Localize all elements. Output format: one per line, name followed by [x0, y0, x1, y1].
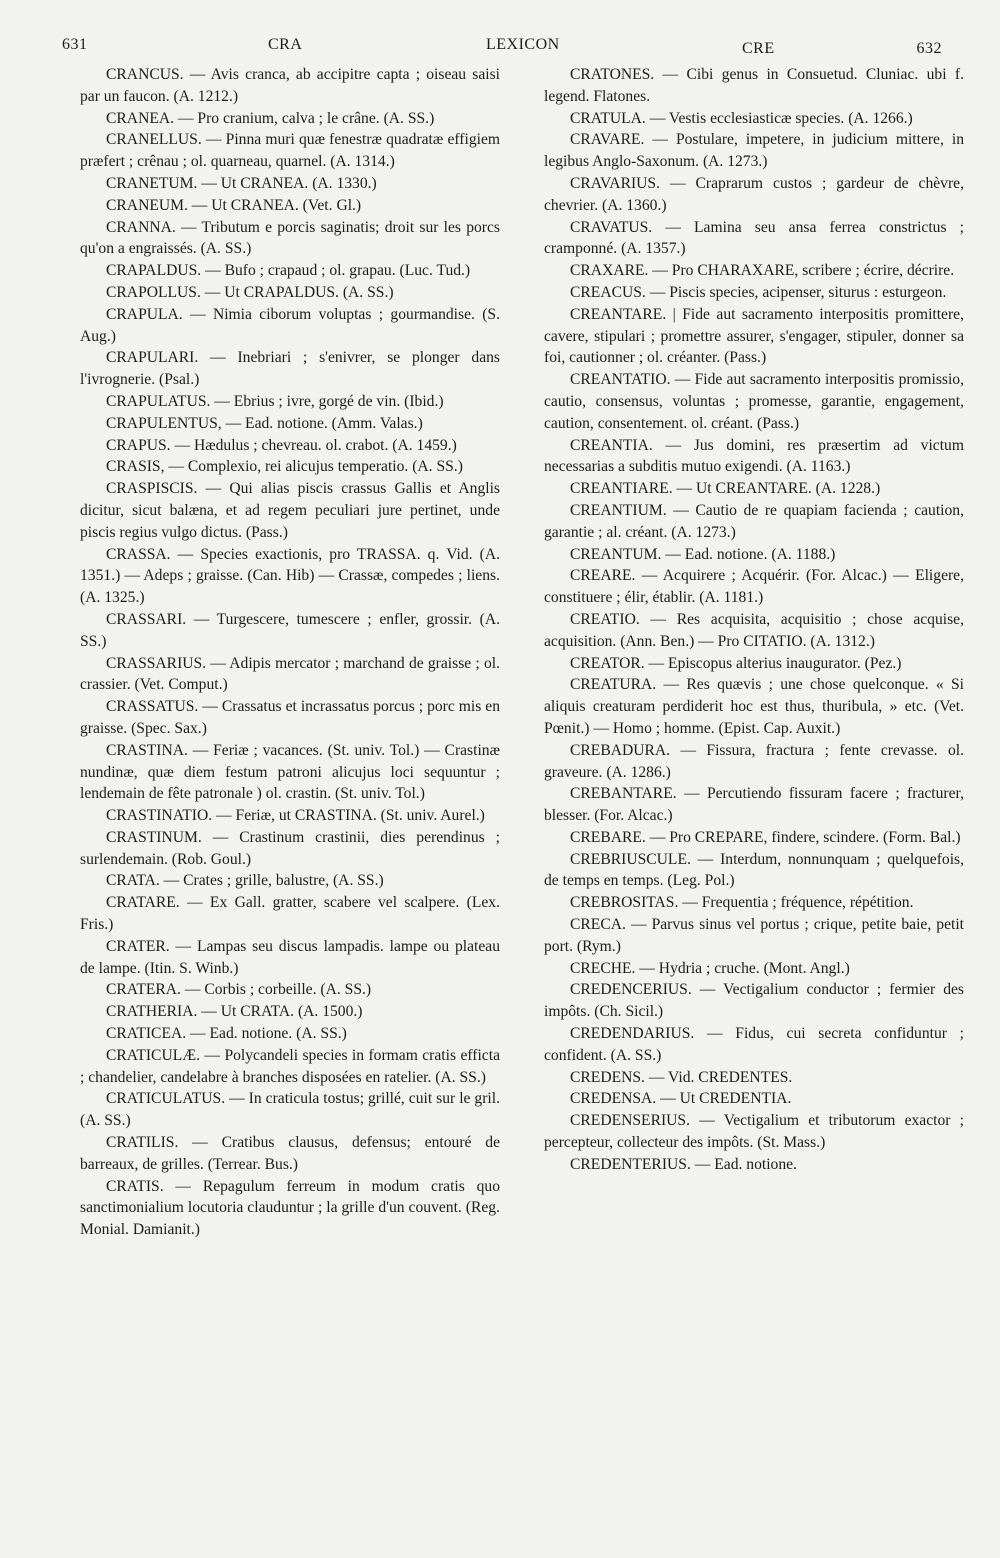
- dictionary-entry: CRAVARE. — Postulare, impetere, in judicium mittere, in legibus Anglo-Saxonum. (A. 1273.): [544, 131, 964, 171]
- dictionary-entry: CRANELLUS. — Pinna muri quæ fenestræ quadratæ effigiem præfert ; crênau ; ol. quarneau, quarnel. (A. 1314.): [80, 131, 500, 171]
- dictionary-entry: CRAXARE. — Pro CHARAXARE, scribere ; écrire, décrire.: [570, 262, 955, 280]
- dictionary-entry: CREDENS. — Vid. CREDENTES.: [570, 1068, 793, 1086]
- right-guide-word: CRE: [742, 40, 775, 57]
- dictionary-entry: CREARE. — Acquirere ; Acquérir. (For. Alcac.) — Eligere, constituere ; élir, établir. (A. 1181.): [544, 567, 964, 607]
- dictionary-entry: CRAPUS. — Hædulus ; chevreau. ol. crabot. (A. 1459.): [106, 436, 457, 454]
- dictionary-entry: CREBRIUSCULE. — Interdum, nonnunquam ; quelquefois, de temps en temps. (Leg. Pol.): [544, 850, 964, 890]
- dictionary-entry: CREATIO. — Res acquisita, acquisitio ; chose acquise, acquisition. (Ann. Ben.) — Pro CITATIO. (A. 1312.): [544, 610, 964, 650]
- dictionary-entry: CRAPULENTUS, — Ead. notione. (Amm. Valas.): [106, 414, 423, 432]
- dictionary-entry: CRASTINATIO. — Feriæ, ut CRASTINA. (St. univ. Aurel.): [106, 807, 485, 825]
- dictionary-entry: CREBARE. — Pro CREPARE, findere, scindere. (Form. Bal.): [570, 828, 961, 846]
- dictionary-entry: CREDENCERIUS. — Vectigalium conductor ; fermier des impôts. (Ch. Sicil.): [544, 981, 964, 1021]
- left-page-number: 631: [62, 36, 88, 53]
- dictionary-entry: CREATURA. — Res quævis ; une chose quelconque. « Si aliquis creaturam perdiderit hoc est thus, thuribula, » etc. (Vet. Pœnit.) — Homo ; homme. (Epist. Cap. Auxit.): [544, 676, 964, 737]
- dictionary-entry: CREANTIUM. — Cautio de re quapiam facienda ; caution, garantie ; al. créant. (A. 1273.): [544, 501, 964, 541]
- dictionary-entry: CREANTATIO. — Fide aut sacramento interpositis promissio, cautio, consensus, voluntas ; promesse, garantie, engagement, caution, consentement. ol. créant. (Pass.): [544, 371, 964, 432]
- dictionary-entry: CRATULA. — Vestis ecclesiasticæ species. (A. 1266.): [570, 109, 913, 127]
- right-page-number: 632: [916, 40, 942, 57]
- dictionary-entry: CRANNA. — Tributum e porcis saginatis; droit sur les porcs qu'on a engraissés. (A. SS.): [80, 218, 500, 258]
- dictionary-entry: CRANETUM. — Ut CRANEA. (A. 1330.): [106, 174, 377, 192]
- dictionary-entry: CRATERA. — Corbis ; corbeille. (A. SS.): [106, 981, 372, 999]
- dictionary-entry: CRASTINA. — Feriæ ; vacances. (St. univ. Tol.) — Crastinæ nundinæ, quæ diem festum patroni alicujus loci sequuntur ; lendemain de fête patronale ) ol. crastin. (St. univ. Tol.): [80, 741, 500, 803]
- dictionary-entry: CREDENSERIUS. — Vectigalium et tributorum exactor ; percepteur, collecteur des impôts. (St. Mass.): [544, 1112, 964, 1152]
- dictionary-entry: CRATHERIA. — Ut CRATA. (A. 1500.): [106, 1003, 363, 1021]
- dictionary-entry: CRATICEA. — Ead. notione. (A. SS.): [106, 1025, 347, 1043]
- dictionary-entry: CREACUS. — Piscis species, acipenser, siturus : esturgeon.: [570, 283, 947, 301]
- dictionary-entry: CRAPOLLUS. — Ut CRAPALDUS. (A. SS.): [106, 283, 394, 301]
- dictionary-entry: CREBANTARE. — Percutiendo fissuram facere ; fracturer, blesser. (For. Alcac.): [544, 785, 964, 825]
- dictionary-entry: CRATER. — Lampas seu discus lampadis. lampe ou plateau de lampe. (Itin. S. Winb.): [80, 937, 500, 977]
- dictionary-entry: CRAPULA. — Nimia ciborum voluptas ; gourmandise. (S. Aug.): [80, 305, 500, 345]
- dictionary-entry: CRATIS. — Repagulum ferreum in modum cratis quo sanctimonialium locutoria clauduntur ; la grille d'un couvent. (Reg. Monial. Damianit.): [80, 1177, 500, 1239]
- page-header: [58, 30, 942, 60]
- dictionary-entry: CRECA. — Parvus sinus vel portus ; crique, petite baie, petit port. (Rym.): [544, 916, 964, 955]
- dictionary-entry: CRASPISCIS. — Qui alias piscis crassus Gallis et Anglis dicitur, sicut balæna, et ad regem peculiari jure pertinet, unde piscis regius vulgo dictus. (Pass.): [80, 480, 500, 541]
- dictionary-entry: CREANTIARE. — Ut CREANTARE. (A. 1228.): [570, 480, 881, 498]
- left-guide-word: CRA: [268, 36, 303, 53]
- dictionary-entry: CRATICULATUS. — In craticula tostus; grillé, cuit sur le gril. (A. SS.): [80, 1090, 500, 1130]
- right-column: [544, 64, 964, 1176]
- dictionary-entry: CRASTINUM. — Crastinum crastinii, dies perendinus ; surlendemain. (Rob. Goul.): [80, 828, 500, 868]
- dictionary-entry: CREATOR. — Episcopus alterius inaugurator. (Pez.): [570, 654, 902, 672]
- dictionary-entry: CRAVATUS. — Lamina seu ansa ferrea constrictus ; cramponné. (A. 1357.): [544, 218, 964, 258]
- dictionary-entry: CREDENTERIUS. — Ead. notione.: [570, 1155, 797, 1173]
- dictionary-entry: CRASSATUS. — Crassatus et incrassatus porcus ; porc mis en graisse. (Spec. Sax.): [80, 698, 500, 737]
- dictionary-entry: CRATA. — Crates ; grille, balustre, (A. SS.): [106, 872, 384, 890]
- dictionary-entry: CRASSARI. — Turgescere, tumescere ; enfler, grossir. (A. SS.): [80, 610, 500, 650]
- dictionary-entry: CRATILIS. — Cratibus clausus, defensus; entouré de barreaux, de grilles. (Terrear. Bus.): [80, 1134, 500, 1173]
- dictionary-entry: CRATONES. — Cibi genus in Consuetud. Cluniac. ubi f. legend. Flatones.: [544, 66, 964, 105]
- running-title: LEXICON: [486, 36, 560, 53]
- dictionary-entry: CRASSARIUS. — Adipis mercator ; marchand de graisse ; ol. crassier. (Vet. Comput.): [80, 654, 500, 694]
- dictionary-entry: CRANCUS. — Avis cranca, ab accipitre capta ; oiseau saisi par un faucon. (A. 1212.): [80, 66, 500, 105]
- dictionary-entry: CREANTIA. — Jus domini, res præsertim ad victum necessarias a subditis mutuo exigendi. (A. 1163.): [544, 436, 964, 476]
- dictionary-entry: CRAPULARI. — Inebriari ; s'enivrer, se plonger dans l'ivrognerie. (Psal.): [80, 349, 500, 389]
- dictionary-entry: CREANTUM. — Ead. notione. (A. 1188.): [570, 545, 836, 563]
- dictionary-entry: CRAPULATUS. — Ebrius ; ivre, gorgé de vin. (Ibid.): [106, 392, 444, 410]
- dictionary-entry: CREBROSITAS. — Frequentia ; fréquence, répétition.: [570, 894, 914, 912]
- dictionary-entry: CRATARE. — Ex Gall. gratter, scabere vel scalpere. (Lex. Fris.): [80, 894, 500, 934]
- dictionary-entry: CRAVARIUS. — Craprarum custos ; gardeur de chèvre, chevrier. (A. 1360.): [544, 174, 964, 214]
- dictionary-entry: CRANEA. — Pro cranium, calva ; le crâne. (A. SS.): [106, 109, 435, 127]
- dictionary-entry: CREDENDARIUS. — Fidus, cui secreta confiduntur ; confident. (A. SS.): [544, 1025, 964, 1064]
- dictionary-entry: CRECHE. — Hydria ; cruche. (Mont. Angl.): [570, 959, 850, 977]
- dictionary-entry: CREBADURA. — Fissura, fractura ; fente crevasse. ol. graveure. (A. 1286.): [544, 741, 964, 781]
- dictionary-entry: CRASIS, — Complexio, rei alicujus temperatio. (A. SS.): [106, 458, 463, 476]
- dictionary-entry: CRAPALDUS. — Bufo ; crapaud ; ol. grapau. (Luc. Tud.): [106, 262, 471, 280]
- dictionary-entry: CREANTARE. | Fide aut sacramento interpositis promittere, cavere, stipulari ; promettre assurer, s'engager, stipuler, donner sa foi, cautionner ; ol. créanter. (Pass.): [544, 305, 964, 367]
- dictionary-entry: CRATICULÆ. — Polycandeli species in formam cratis efficta ; chandelier, candelabre à branches disposées en ratelier. (A. SS.): [80, 1046, 500, 1086]
- left-column: [80, 64, 500, 1241]
- dictionary-entry: CREDENSA. — Ut CREDENTIA.: [570, 1090, 792, 1108]
- dictionary-entry: CRASSA. — Species exactionis, pro TRASSA. q. Vid. (A. 1351.) — Adeps ; graisse. (Can. Hib) — Crassæ, compedes ; liens. (A. 1325.): [80, 545, 500, 607]
- dictionary-entry: CRANEUM. — Ut CRANEA. (Vet. Gl.): [106, 196, 362, 214]
